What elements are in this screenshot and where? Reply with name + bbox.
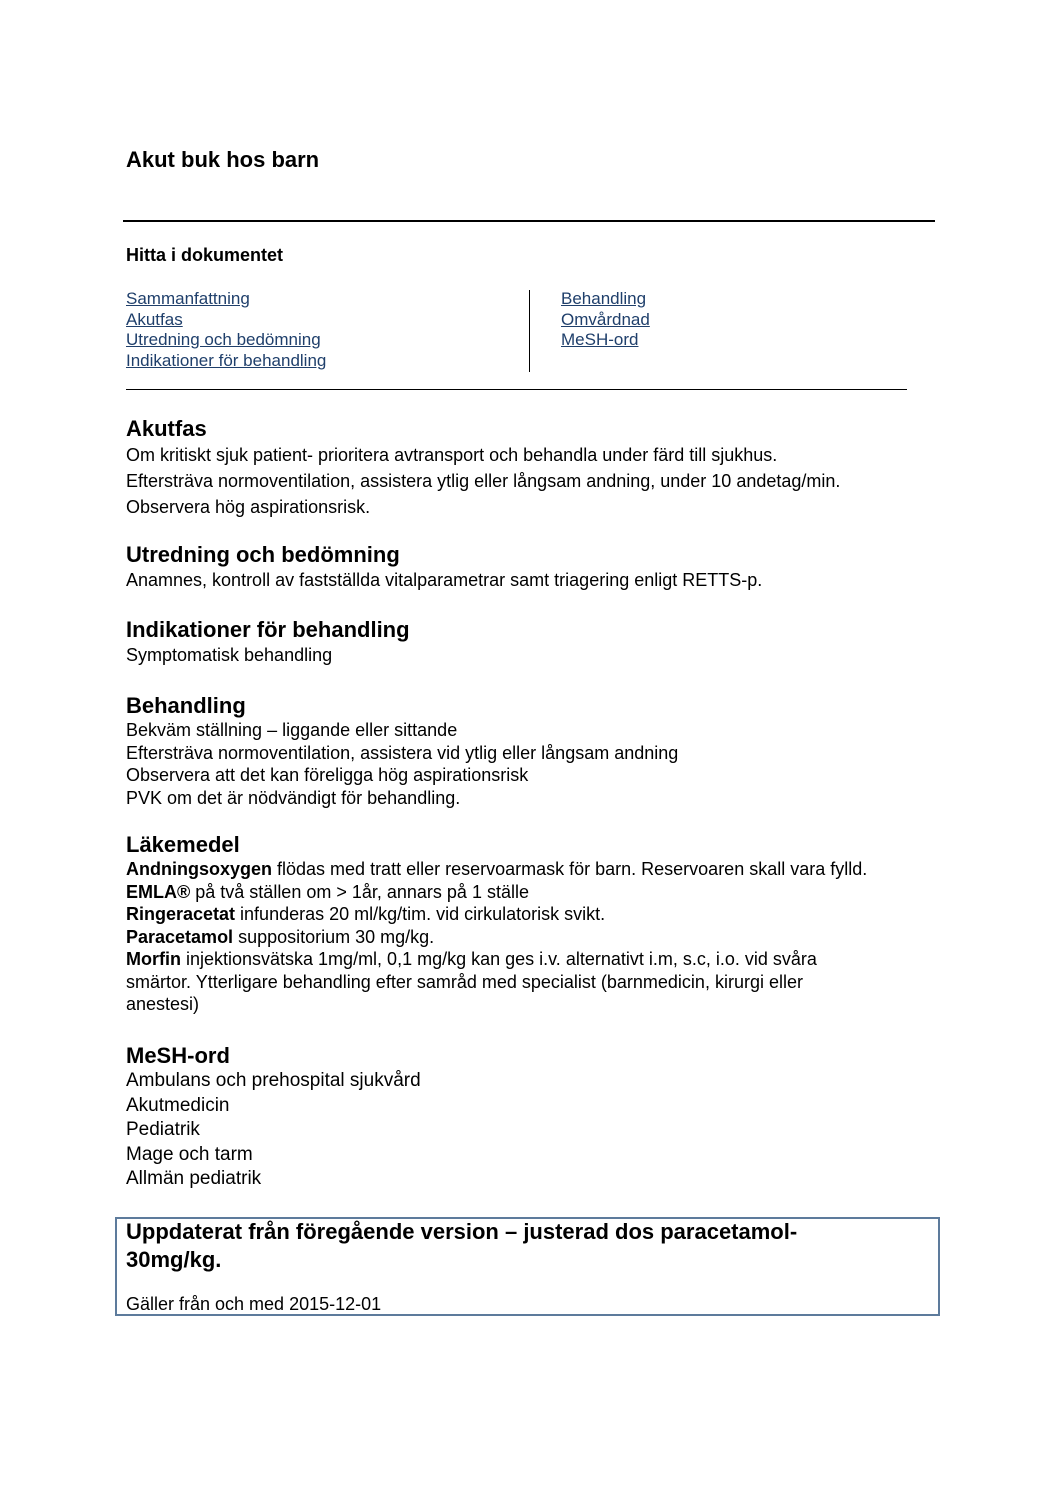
mesh-term: Mage och tarm [126,1143,253,1165]
drug-description: flödas med tratt eller reservoarmask för barn. Reservoaren skall vara fylld. [272,859,868,879]
behandling-line: PVK om det är nödvändigt för behandling. [126,787,461,808]
mesh-term: Allmän pediatrik [126,1168,262,1190]
toc-right-column [561,289,650,351]
drug-item [126,858,867,881]
drug-description: infunderas 20 ml/kg/tim. vid cirkulatorisk svikt. [235,904,606,924]
behandling-line: Eftersträva normoventilation, assistera vid ytlig eller långsam andning [126,742,679,763]
toc-link-sammanfattning[interactable]: Sammanfattning [126,289,250,308]
drug-description: injektionsvätska 1mg/ml, 0,1 mg/kg kan ges i.v. alternativt i.m, s.c, i.o. vid svåra [180,949,817,969]
indikationer-text: Symptomatisk behandling [126,645,333,665]
section-heading-akutfas: Akutfas [126,416,207,441]
section-heading-utredning: Utredning och bedömning [126,542,400,567]
valid-from-date: Gäller från och med 2015-12-01 [126,1294,382,1314]
mesh-term: Akutmedicin [126,1094,230,1116]
drug-continuation: smärtor. Ytterligare behandling efter samråd med specialist (barnmedicin, kirurgi eller [126,971,803,992]
toc-link-indikationer[interactable]: Indikationer för behandling [126,350,327,370]
drug-description: på två ställen om > 1år, annars på 1 ställe [190,881,529,902]
mesh-terms [126,1069,421,1192]
section-heading-mesh: MeSH-ord [126,1043,230,1068]
toc-link-behandling[interactable]: Behandling [561,289,647,308]
toc-heading: Hitta i dokumentet [126,245,284,265]
drug-item [126,903,867,926]
drug-description: suppositorium 30 mg/kg. [233,926,435,947]
toc-left-column [126,289,326,371]
update-notice-heading: Uppdaterat från föregående version – justerad dos paracetamol-30mg/kg. [126,1219,798,1272]
drug-name: Ringeracetat [126,904,236,924]
toc-link-akutfas[interactable]: Akutfas [126,309,183,329]
drug-continuation: anestesi) [126,994,200,1014]
behandling-text [126,719,678,809]
toc-column-divider [529,290,530,372]
drug-item [126,948,867,971]
section-heading-behandling: Behandling [126,693,246,718]
toc-link-utredning[interactable]: Utredning och bedömning [126,330,321,349]
title-divider [123,220,935,222]
mesh-term: Ambulans och prehospital sjukvård [126,1070,421,1091]
drug-name: EMLA® [126,881,191,902]
akutfas-line: Eftersträva normoventilation, assistera ytlig eller långsam andning, under 10 andetag/min. [126,471,841,491]
akutfas-line: Om kritiskt sjuk patient- prioritera avtransport och behandla under färd till sjukhus. [126,445,778,465]
section-heading-lakemedel: Läkemedel [126,832,240,857]
toc-divider [126,389,907,390]
drug-item [126,881,867,904]
utredning-text: Anamnes, kontroll av fastställda vitalparametrar samt triagering enligt RETTS-p. [126,570,763,590]
behandling-line: Observera att det kan föreligga hög aspirationsrisk [126,765,529,785]
drug-name: Paracetamol [126,926,234,947]
section-heading-indikationer: Indikationer för behandling [126,617,410,642]
drug-item [126,926,867,949]
behandling-line: Bekväm ställning – liggande eller sittande [126,720,458,740]
akutfas-line: Observera hög aspirationsrisk. [126,497,371,517]
lakemedel-list [126,858,867,1016]
drug-name: Andningsoxygen [126,859,273,879]
page-title: Akut buk hos barn [126,147,320,172]
drug-name: Morfin [126,949,181,969]
mesh-term: Pediatrik [126,1119,200,1141]
toc-link-omvardnad[interactable]: Omvårdnad [561,309,650,329]
akutfas-text [126,442,840,520]
toc-link-mesh-ord[interactable]: MeSH-ord [561,330,639,349]
